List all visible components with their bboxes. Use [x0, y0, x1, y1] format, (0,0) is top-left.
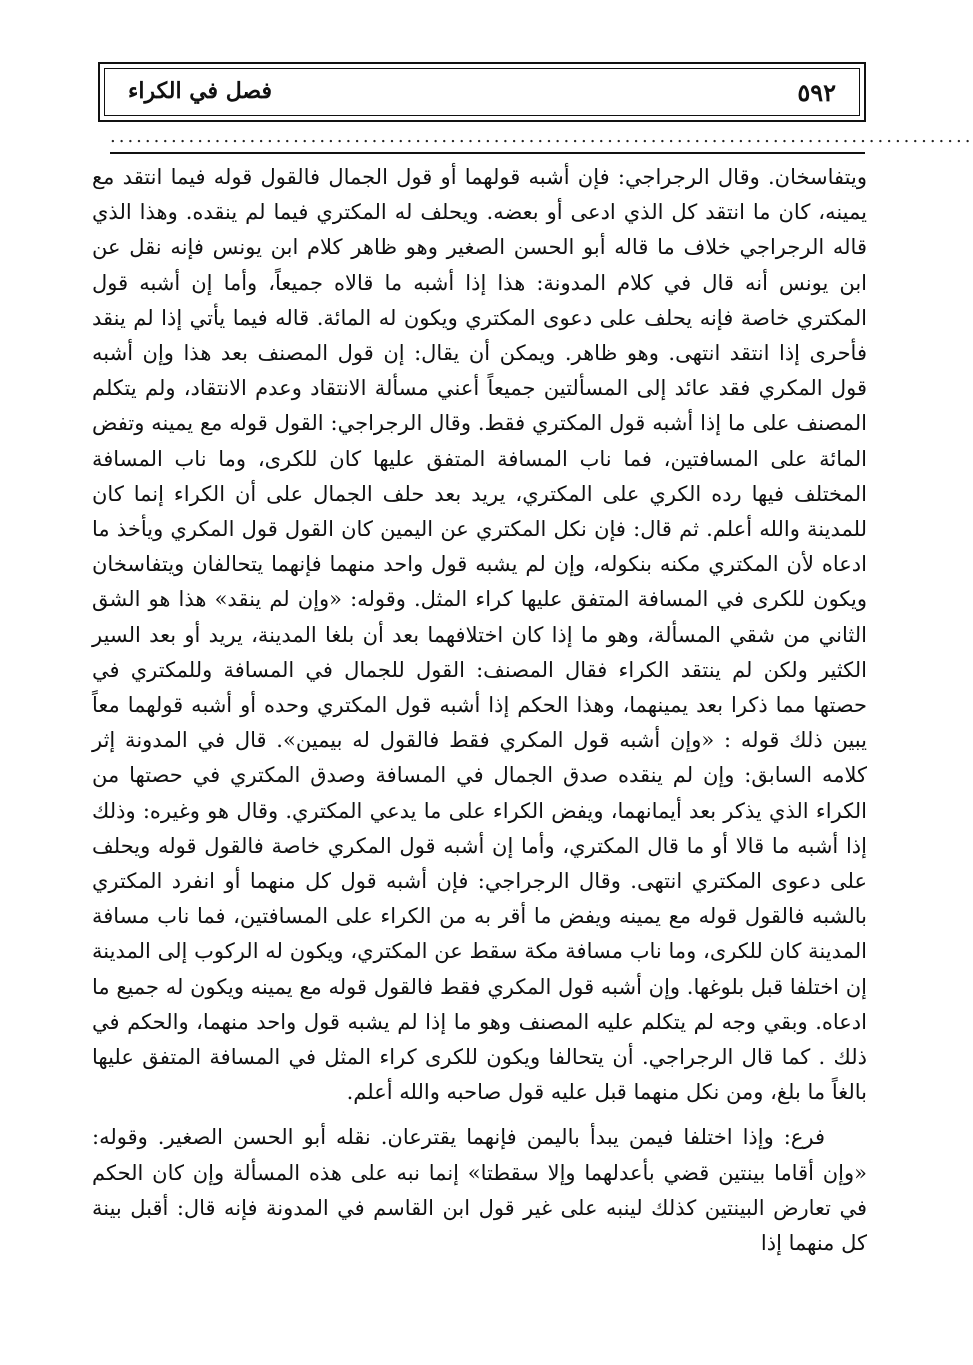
- paragraph: فرع: وإذا اختلفا فيمن يبدأ باليمن فإنهما يقترعان. نقله أبو الحسن الصغير. وقوله: «وإن أقاما بينتين قضي بأعدلهما وإلا سقطتا» إنما نبه على هذه المسألة وإن كان الحكم في تعارض البينتين كذلك لينبه على غير قول ابن القاسم في المدونة فإنه قال: أقبل بينة كل منهما إذا: [92, 1125, 867, 1256]
- running-header: [98, 62, 866, 122]
- paragraph: ويتفاسخان. وقال الرجراجي: فإن أشبه قولهما أو قول الجمال فالقول قوله فيما انتقد مع يمينه، كان ما انتقد كل الذي ادعى أو بعضه. ويحلف له المكتري فيما لم ينقده. وهذا الذي قاله الرجراجي خلاف ما قاله أبو الحسن الصغير وهو ظاهر كلام ابن يونس فإنه نقل عن ابن يونس أنه قال في كلام المدونة: هذا إذا أشبه ما قالاه جميعاً، وأما إن أشبه قول المكتري خاصة فإنه يحلف على دعوى المكتري ويكون له المائة. قاله فيما يأتي إذا لم ينقد فأحرى إذا انتقد انتهى. وهو ظاهر. ويمكن أن يقال: إن قول المصنف بعد هذا وإن أشبه قول المكري فقد عائد إلى المسألتين جميعاً أعني مسألة الانتقاد وعدم الانتقاد، ولم يتكلم المصنف على ما إذا أشبه قول المكتري فقط. وقال الرجراجي: القول قوله مع يمينه وتفض المائة على المسافتين، فما ناب المسافة المتفق عليها كان للكرى، وما ناب المسافة المختلف فيها رده الكري على المكتري، يريد بعد حلف الجمال على أن الكراء إنما كان للمدينة والله أعلم. ثم قال: فإن نكل المكتري عن اليمين كان القول قول المكري ويأخذ ما ادعاه لأن المكتري مكنه بنكوله، وإن لم يشبه قول واحد منهما فإنهما يتحالفان ويتفاسخان ويكون للكرى في المسافة المتفق عليها كراء المثل. وقوله: «وإن لم ينقد» هذا هو الشق الثاني من شقي المسألة، وهو ما إذا كان اختلافهما بعد أن بلغا المدينة، يريد أو بعد السير الكثير ولكن لم ينتقد الكراء فقال المصنف: القول للجمال في المسافة وللمكتري في حصتها مما ذكرا بعد يمينهما، وهذا الحكم إذا أشبه قول المكتري وحده أو أشبه قولهما معاً يبين ذلك قوله : «وإن أشبه قول المكري فقط فالقول له بيمين». قال في المدونة إثر كلامه السابق: وإن لم ينقده صدق الجمال في المسافة وصدق المكتري في حصتها من الكراء الذي يذكر بعد أيمانهما، ويفض الكراء على ما يدعي المكتري. وقال هو وغيره: وذلك إذا أشبه ما قالا أو ما قال المكتري، وأما إن أشبه قول المكري خاصة فالقول قوله ويحلف على دعوى المكتري انتهى. وقال الرجراجي: فإن أشبه قول كل منهما أو انفرد المكتري بالشبه فالقول قوله مع يمينه ويفض ما أقر به من الكراء على المسافتين، فما ناب مسافة المدينة كان للكرى، وما ناب مسافة مكة سقط عن المكتري، ويكون له الركوب إلى المدينة إن اختلفا قبل بلوغها. وإن أشبه قول المكري فقط فالقول قوله مع يمينه ويكون له جميع ما ادعاه. وبقي وجه لم يتكلم عليه المصنف وهو ما إذا لم يشبه قول واحد منهما، والحكم في ذلك . كما قال الرجراجي. أن يتحالفا ويكون للكرى كراء المثل في المسافة المتفق عليها بالغاً ما بلغ، ومن نكل منهما قبل عليه قول صاحبه والله أعلم.: [92, 165, 868, 1105]
- main-text: [92, 160, 867, 1261]
- horizontal-rule: [110, 152, 865, 154]
- dotted-separator: ...................................................................................................: [110, 126, 973, 147]
- page-number: ٥٩٢: [797, 78, 836, 107]
- running-title: فصل في الكراء: [128, 78, 272, 104]
